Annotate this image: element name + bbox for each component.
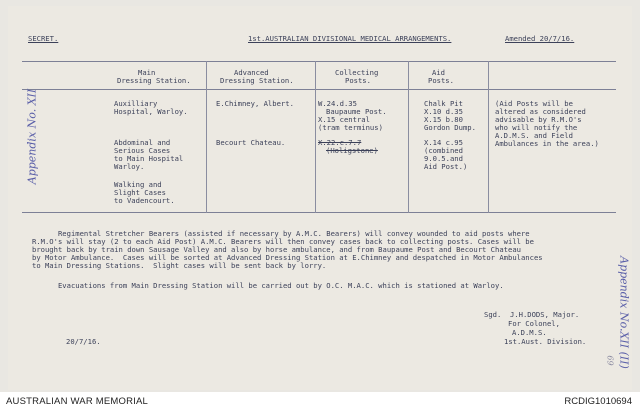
collecting-2-line1: X.22.c.7.7 — [318, 138, 362, 147]
paragraph-1-line1: Regimental Stretcher Bearers (assisted if necessary by A.M.C. Bearers) will convey wounded to aid posts where — [32, 229, 530, 238]
header-main-1: Main — [138, 68, 156, 77]
footer-record-id: RCDIG1010694 — [564, 396, 632, 407]
amended-date: Amended 20/7/16. — [505, 34, 575, 43]
main-ds-1-line1: Auxilliary — [114, 99, 158, 108]
aid-1-line3: X.15 b.80 — [424, 115, 463, 124]
paragraph-1-line2: R.M.O's will stay (2 to each Aid Post) A.M.C. Bearers will then convey cases back to collecting posts. Cases will be — [32, 237, 534, 246]
aid-note-line6: Ambulances in the area.) — [495, 139, 599, 148]
column-divider-1 — [206, 61, 207, 213]
header-advanced-1: Advanced — [234, 68, 269, 77]
table-top-line — [22, 61, 616, 62]
archive-footer — [0, 392, 640, 412]
signature-line4: 1st.Aust. Division. — [504, 337, 587, 346]
paragraph-1-line3: brought back by train down Sausage Valley and also by horse ambulance, and from Baupaume Post and Becourt Chateau — [32, 245, 521, 254]
paragraph-1-line4: by Motor Ambulance. Cases will be sorted at Advanced Dressing Station at E.Chimney and despatched in Motor Ambulances — [32, 253, 543, 262]
column-divider-2 — [315, 61, 316, 213]
main-ds-3-line2: Slight Cases — [114, 188, 166, 197]
right-appendix-annotation: Appendix No.XII (II) — [617, 256, 631, 369]
signature-line3: A.D.M.S. — [512, 328, 547, 337]
advanced-ds-1: E.Chimney, Albert. — [216, 99, 294, 108]
aid-2-line1: X.14 c.95 — [424, 138, 463, 147]
document-date: 20/7/16. — [66, 337, 101, 346]
main-ds-2-line4: Warloy. — [114, 162, 145, 171]
header-advanced-2: Dressing Station. — [220, 76, 294, 85]
table-header-line — [22, 89, 616, 90]
aid-1-line1: Chalk Pit — [424, 99, 463, 108]
header-aid-2: Posts. — [428, 76, 454, 85]
paragraph-1-line5: to Main Dressing Stations. Slight cases will be sent back by lorry. — [32, 261, 327, 270]
aid-note-line2: altered as considered — [495, 107, 586, 116]
main-ds-2-line2: Serious Cases — [114, 146, 171, 155]
aid-2-line4: Aid Post.) — [424, 162, 468, 171]
main-ds-2-line1: Abdominal and — [114, 138, 171, 147]
aid-2-line2: (combined — [424, 146, 463, 155]
header-aid-1: Aid — [432, 68, 445, 77]
document-page — [8, 6, 632, 390]
column-divider-4 — [488, 61, 489, 213]
header-collecting-1: Collecting — [335, 68, 379, 77]
header-collecting-2: Posts. — [345, 76, 371, 85]
aid-2-line3: 9.0.5.and — [424, 154, 463, 163]
main-ds-3-line1: Walking and — [114, 180, 162, 189]
signature-line2: For Colonel, — [508, 319, 560, 328]
table-bottom-line — [22, 212, 616, 213]
aid-1-line2: X.10 d.35 — [424, 107, 463, 116]
collecting-1-line3: X.15 central — [318, 115, 370, 124]
column-divider-3 — [408, 61, 409, 213]
left-appendix-annotation: Appendix No. XII — [25, 88, 39, 185]
aid-note-line4: who will notify the — [495, 123, 578, 132]
paragraph-2-line1: Evacuations from Main Dressing Station will be carried out by O.C. M.A.C. which is stationed at Warloy. — [32, 281, 504, 290]
footer-institution: AUSTRALIAN WAR MEMORIAL — [6, 396, 149, 407]
aid-note-line1: (Aid Posts will be — [495, 99, 573, 108]
aid-note-line5: A.D.M.S. and Field — [495, 131, 573, 140]
document-title: 1st.AUSTRALIAN DIVISIONAL MEDICAL ARRANGEMENTS. — [248, 34, 452, 43]
header-main-2: Dressing Station. — [117, 76, 191, 85]
page-number: 69 — [605, 355, 615, 366]
collecting-1-line4: (tram terminus) — [318, 123, 383, 132]
collecting-2-line2: (Holigstone) — [326, 146, 378, 155]
aid-1-line4: Gordon Dump. — [424, 123, 476, 132]
aid-note-line3: advisable by R.M.O's — [495, 115, 582, 124]
main-ds-3-line3: to Vadencourt. — [114, 196, 175, 205]
main-ds-1-line2: Hospital, Warloy. — [114, 107, 188, 116]
signature-line1: Sgd. J.H.DODS, Major. — [484, 310, 580, 319]
secret-label: SECRET. — [28, 34, 59, 43]
main-ds-2-line3: to Main Hospital — [114, 154, 184, 163]
advanced-ds-2: Becourt Chateau. — [216, 138, 286, 147]
collecting-1-line2: Baupaume Post. — [326, 107, 387, 116]
collecting-1-line1: W.24.d.35 — [318, 99, 357, 108]
